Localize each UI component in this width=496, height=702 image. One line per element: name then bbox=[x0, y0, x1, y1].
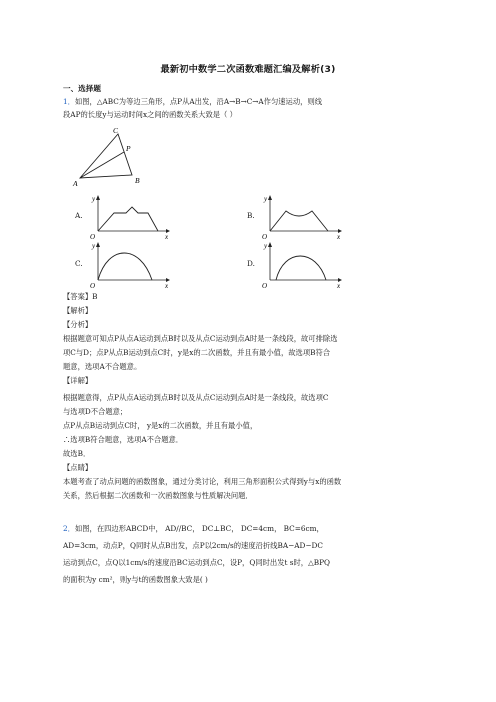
xiangjie-line-1: 根据题意得，点P从点A运动到点B时以及从点C运动到点A时是一条线段，故选项C bbox=[63, 393, 329, 402]
dianjing-heading: 【点睛】 bbox=[63, 463, 93, 472]
dianjing-line-2: 关系，然后根据二次函数和一次函数图象与性质解决问题． bbox=[63, 491, 253, 500]
origin-label: O bbox=[90, 233, 96, 239]
question-1-line-2: 段AP的长度y与运动时间x之间的函数关系大致是（ ） bbox=[63, 110, 237, 119]
option-c-graph bbox=[88, 240, 173, 288]
y-label: y bbox=[92, 242, 96, 250]
x-label: x bbox=[337, 233, 341, 239]
triangle-figure bbox=[66, 126, 156, 192]
x-label: x bbox=[165, 282, 169, 288]
question-1-line-1 bbox=[63, 97, 322, 107]
label-a: A bbox=[73, 179, 78, 188]
answer-line: 【答案】B bbox=[63, 292, 98, 301]
question-2-text-1: 如图，在四边形ABCD中， AD//BC， DC⊥BC， DC=4cm， BC=6cm， bbox=[74, 524, 324, 533]
option-a-curve bbox=[98, 207, 158, 231]
segment-ap bbox=[80, 152, 124, 178]
fenxi-line-2: 项C与D；点P从点B运动到点C时，y是x的二次函数，并且有最小值，故选项B符合 bbox=[63, 348, 331, 357]
option-b-graph bbox=[260, 193, 345, 239]
section-heading: 一、选择题 bbox=[63, 84, 101, 93]
origin-label: O bbox=[262, 282, 268, 288]
y-label: y bbox=[92, 195, 96, 203]
y-arrow-icon bbox=[96, 195, 100, 200]
question-1-number: 1． bbox=[63, 97, 75, 106]
y-arrow-icon bbox=[268, 242, 272, 247]
question-2-line-4: 的面积为y cm²，则y与t的函数图象大致是( ) bbox=[63, 575, 208, 584]
document-title: 最新初中数学二次函数难题汇编及解析(3) bbox=[160, 64, 336, 75]
fenxi-heading: 【分析】 bbox=[63, 320, 93, 329]
dianjing-line-1: 本题考查了动点问题的函数图象，通过分类讨论，利用三角形面积公式得到y与x的函数 bbox=[63, 477, 342, 486]
x-label: x bbox=[337, 282, 341, 288]
xiangjie-line-4: ∴选项B符合题意，选项A不合题意． bbox=[63, 435, 184, 444]
question-2-number: 2． bbox=[63, 524, 75, 533]
triangle-abc bbox=[80, 134, 132, 178]
label-b: B bbox=[135, 176, 140, 185]
option-d-graph bbox=[260, 240, 345, 288]
option-b-label: B. bbox=[247, 211, 255, 220]
question-2-line-3: 运动到点C，点Q以1cm/s的速度沿BC运动到点C，设P，Q同时出发t s时，△BPQ bbox=[63, 558, 330, 567]
option-d-curve bbox=[276, 256, 326, 280]
fenxi-line-1: 根据题意可知点P从点A运动到点B时以及从点C运动到点A时是一条线段，故可排除选 bbox=[63, 334, 338, 343]
y-label: y bbox=[264, 242, 268, 250]
xiangjie-heading: 【详解】 bbox=[63, 376, 93, 385]
analysis-heading: 【解析】 bbox=[63, 306, 93, 315]
y-arrow-icon bbox=[96, 242, 100, 247]
xiangjie-line-2: 与选项D不合题意； bbox=[63, 407, 128, 416]
origin-label: O bbox=[90, 282, 96, 288]
question-2-line-2: AD=3cm，动点P，Q同时从点B出发，点P以2cm/s的速度沿折线BA−AD−DC bbox=[63, 541, 323, 550]
fenxi-line-3: 题意，选项A不合题意。 bbox=[63, 362, 142, 371]
origin-label: O bbox=[262, 233, 268, 239]
option-d-label: D. bbox=[247, 259, 255, 268]
xiangjie-line-5: 故选B． bbox=[63, 449, 91, 458]
option-c-label: C. bbox=[75, 259, 83, 268]
question-2-line-1 bbox=[63, 524, 324, 534]
label-p: P bbox=[126, 144, 131, 153]
xiangjie-line-3: 点P从点B运动到点C时， y是x的二次函数，并且有最小值， bbox=[63, 421, 258, 430]
label-c: C bbox=[113, 126, 119, 135]
x-label: x bbox=[165, 233, 169, 239]
option-c-curve bbox=[98, 253, 152, 280]
option-a-graph bbox=[88, 193, 173, 239]
question-1-text-1: 如图，△ABC为等边三角形，点P从A出发，沿A→B→C→A作匀速运动，则线 bbox=[74, 97, 323, 106]
y-label: y bbox=[264, 195, 268, 203]
option-a-label: A. bbox=[75, 211, 83, 220]
y-arrow-icon bbox=[268, 195, 272, 200]
option-b-curve bbox=[270, 211, 328, 231]
